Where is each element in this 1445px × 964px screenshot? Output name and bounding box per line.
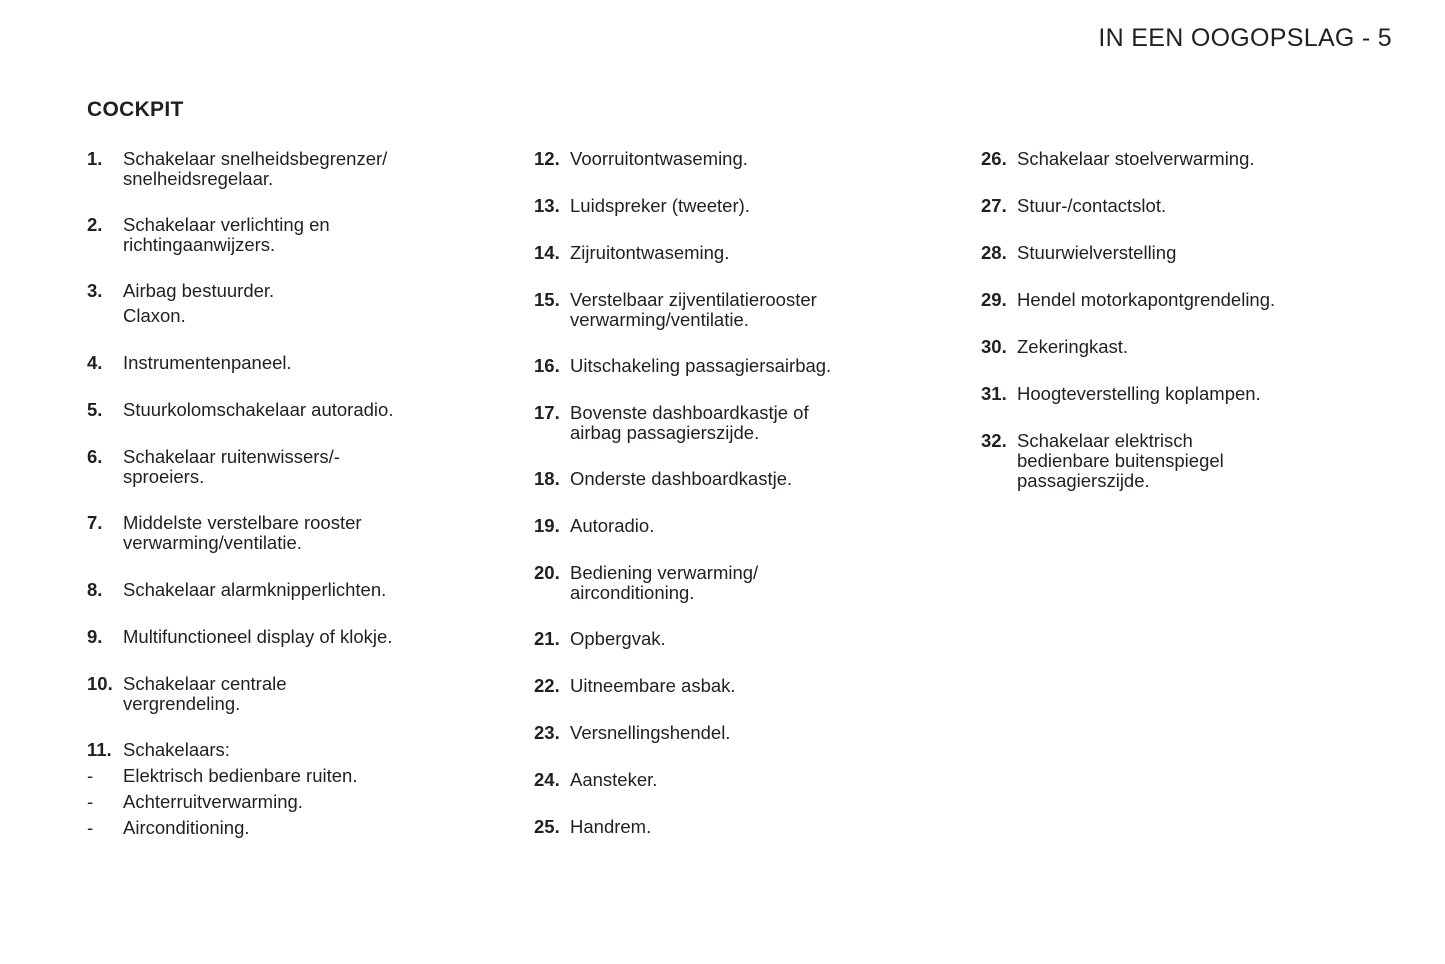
list-item: [87, 740, 507, 838]
item-number: 18.: [534, 468, 560, 489]
list-item: [534, 563, 954, 603]
item-text: Autoradio.: [570, 515, 655, 536]
list-item: [87, 353, 507, 373]
item-number: 28.: [981, 242, 1007, 263]
item-text: Handrem.: [570, 816, 652, 837]
item-text: Schakelaar centrale vergrendeling.: [123, 673, 287, 714]
sub-item: [87, 818, 507, 838]
item-number: 20.: [534, 562, 560, 583]
item-text: Verstelbaar zijventilatierooster verwarming/ventilatie.: [570, 289, 817, 330]
list-item: [87, 513, 507, 553]
item-number: 30.: [981, 336, 1007, 357]
list-item: [981, 149, 1401, 169]
item-text: Hendel motorkapontgrendeling.: [1017, 289, 1276, 310]
item-number: 11.: [87, 739, 112, 760]
sub-item-dash: -: [87, 817, 94, 838]
item-number: 13.: [534, 195, 560, 216]
item-number: 4.: [87, 352, 103, 373]
item-number: 16.: [534, 355, 560, 376]
list-item: [534, 149, 954, 169]
item-text: Uitschakeling passagiersairbag.: [570, 355, 832, 376]
item-number: 2.: [87, 214, 103, 235]
list-item: [87, 149, 507, 189]
item-number: 5.: [87, 399, 103, 420]
item-extra-text: Claxon.: [123, 305, 186, 326]
list-item: [534, 469, 954, 489]
item-text: Airbag bestuurder.: [123, 280, 275, 301]
item-number: 1.: [87, 148, 103, 169]
item-text: Schakelaar elektrisch bedienbare buitenspiegel passagierszijde.: [1017, 430, 1224, 491]
item-number: 9.: [87, 626, 103, 647]
item-number: 8.: [87, 579, 103, 600]
list-item: [981, 243, 1401, 263]
item-text: Opbergvak.: [570, 628, 666, 649]
item-text: Stuurwielverstelling: [1017, 242, 1177, 263]
sub-item-text: Achterruitverwarming.: [123, 791, 303, 812]
item-text: Middelste verstelbare rooster verwarming/ventilatie.: [123, 512, 362, 553]
list-item: [87, 215, 507, 255]
item-number: 6.: [87, 446, 103, 467]
item-number: 15.: [534, 289, 560, 310]
item-text: Schakelaar stoelverwarming.: [1017, 148, 1255, 169]
item-text: Onderste dashboardkastje.: [570, 468, 793, 489]
list-item: [981, 384, 1401, 404]
list-item: [87, 281, 507, 326]
list-item: [534, 770, 954, 790]
sub-item-text: Airconditioning.: [123, 817, 250, 838]
sub-item-text: Elektrisch bedienbare ruiten.: [123, 765, 358, 786]
item-number: 7.: [87, 512, 103, 533]
item-text: Voorruitontwaseming.: [570, 148, 748, 169]
item-text: Bovenste dashboardkastje of airbag passagierszijde.: [570, 402, 809, 443]
item-number: 26.: [981, 148, 1007, 169]
item-number: 24.: [534, 769, 560, 790]
sub-item: [87, 792, 507, 812]
list-item: [534, 356, 954, 376]
list-item: [981, 290, 1401, 310]
list-item: [87, 674, 507, 714]
list-item: [981, 337, 1401, 357]
item-text: Zijruitontwaseming.: [570, 242, 730, 263]
item-text: Schakelaars:: [123, 739, 230, 760]
list-item: [87, 580, 507, 600]
page-header: IN EEN OOGOPSLAG - 5: [1098, 24, 1392, 52]
list-item: [87, 447, 507, 487]
item-number: 19.: [534, 515, 560, 536]
list-item: [534, 676, 954, 696]
item-text: Instrumentenpaneel.: [123, 352, 292, 373]
item-number: 31.: [981, 383, 1007, 404]
item-number: 17.: [534, 402, 560, 423]
item-text: Schakelaar ruitenwissers/- sproeiers.: [123, 446, 340, 487]
sub-item-dash: -: [87, 791, 94, 812]
item-text: Aansteker.: [570, 769, 658, 790]
list-item: [981, 196, 1401, 216]
item-text: Schakelaar alarmknipperlichten.: [123, 579, 387, 600]
sub-item: [87, 766, 507, 786]
item-number: 22.: [534, 675, 560, 696]
list-item: [534, 516, 954, 536]
list-item: [87, 627, 507, 647]
item-number: 14.: [534, 242, 560, 263]
list-item: [534, 243, 954, 263]
sub-item-dash: -: [87, 765, 94, 786]
list-item: [534, 723, 954, 743]
item-text: Stuurkolomschakelaar autoradio.: [123, 399, 394, 420]
item-number: 12.: [534, 148, 560, 169]
item-text: Zekeringkast.: [1017, 336, 1129, 357]
item-text: Schakelaar snelheidsbegrenzer/ snelheidsregelaar.: [123, 148, 388, 189]
list-item: [87, 400, 507, 420]
list-item: [534, 817, 954, 837]
item-text: Schakelaar verlichting en richtingaanwijzers.: [123, 214, 330, 255]
item-text: Bediening verwarming/ airconditioning.: [570, 562, 759, 603]
list-item: [534, 629, 954, 649]
item-number: 3.: [87, 280, 103, 301]
item-text: Luidspreker (tweeter).: [570, 195, 750, 216]
item-text: Versnellingshendel.: [570, 722, 731, 743]
item-number: 10.: [87, 673, 113, 694]
item-text: Multifunctioneel display of klokje.: [123, 626, 393, 647]
item-number: 27.: [981, 195, 1007, 216]
item-number: 25.: [534, 816, 560, 837]
item-number: 32.: [981, 430, 1007, 451]
section-title: COCKPIT: [87, 98, 184, 121]
list-item: [534, 403, 954, 443]
item-number: 21.: [534, 628, 560, 649]
list-item: [534, 196, 954, 216]
item-number: 23.: [534, 722, 560, 743]
item-number: 29.: [981, 289, 1007, 310]
list-item: [981, 431, 1401, 491]
item-text: Uitneembare asbak.: [570, 675, 736, 696]
item-text: Stuur-/contactslot.: [1017, 195, 1167, 216]
list-item: [534, 290, 954, 330]
item-text: Hoogteverstelling koplampen.: [1017, 383, 1261, 404]
